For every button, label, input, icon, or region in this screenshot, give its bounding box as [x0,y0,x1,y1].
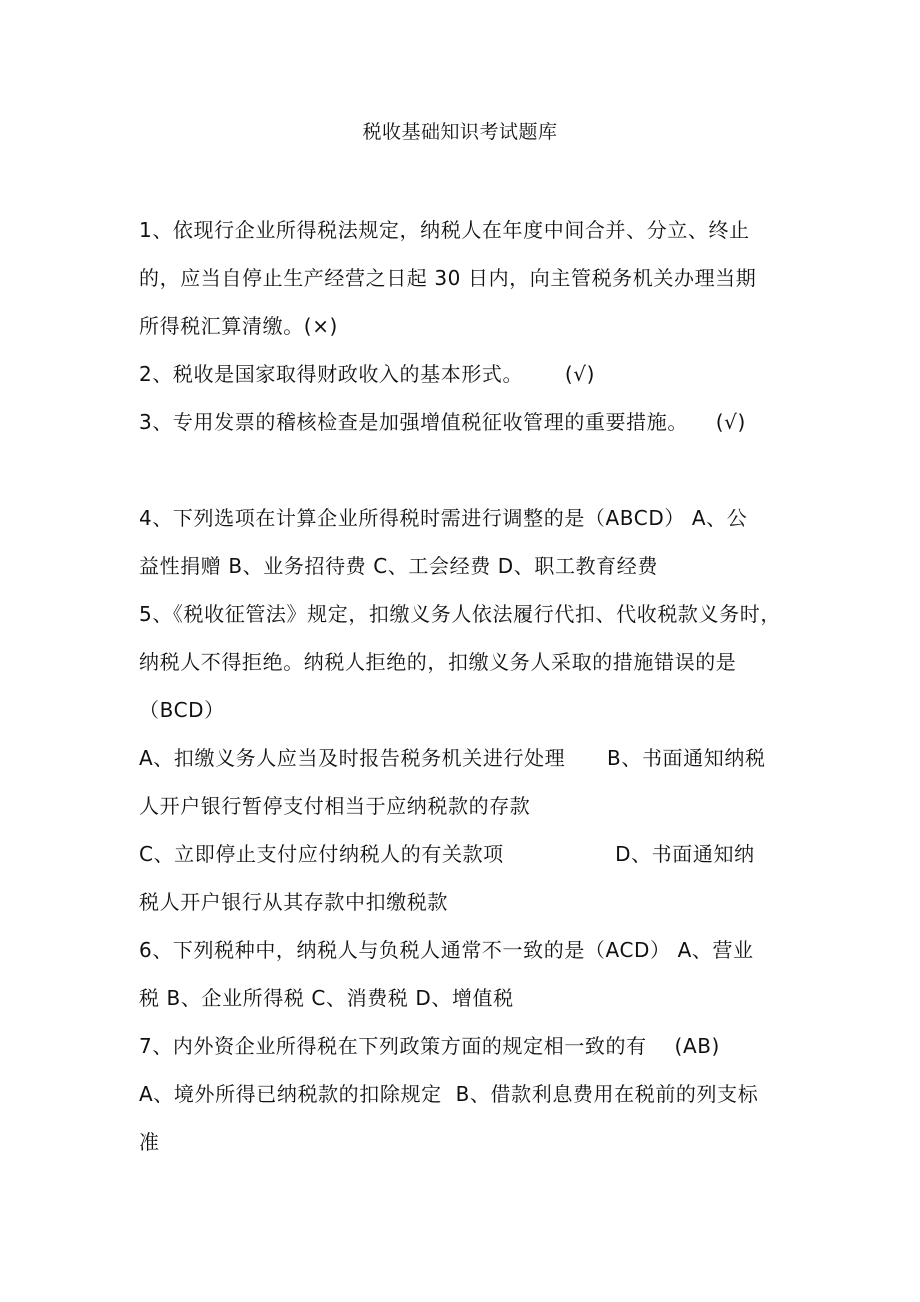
document-title: 税收基础知识考试题库 [362,121,558,143]
q7-line-1: 7、内外资企业所得税在下列政策方面的规定相一致的有 (AB) [139,1034,720,1058]
q6-line-1: 6、下列税种中，纳税人与负税人通常不一致的是（ACD） A、营业 [139,938,754,962]
q2-line: 2、税收是国家取得财政收入的基本形式。 (√) [139,362,596,386]
q4-line-1: 4、下列选项在计算企业所得税时需进行调整的是（ABCD） A、公 [139,506,748,530]
blank-line [139,446,789,494]
q3-line: 3、专用发票的稽核检查是加强增值税征收管理的重要措施。 (√) [139,410,746,434]
q5-option-ab-line-1: A、扣缴义务人应当及时报告税务机关进行处理 B、书面通知纳税 [139,746,766,770]
q5-option-ab-line-2: 人开户银行暂停支付相当于应纳税款的存款 [139,794,531,818]
question-list [139,206,789,1166]
q5-line-2: 纳税人不得拒绝。纳税人拒绝的，扣缴义务人采取的措施错误的是 [139,650,737,674]
q1-line-2: 的，应当自停止生产经营之日起 30 日内，向主管税务机关办理当期 [139,266,757,290]
q5-option-cd-line-1: C、立即停止支付应付纳税人的有关款项 D、书面通知纳 [139,842,755,866]
q1-line-1: 1、依现行企业所得税法规定，纳税人在年度中间合并、分立、终止 [139,218,750,242]
q4-line-2: 益性捐赠 B、业务招待费 C、工会经费 D、职工教育经费 [139,554,658,578]
q5-option-cd-line-2: 税人开户银行从其存款中扣缴税款 [139,890,448,914]
q1-line-3: 所得税汇算清缴。(×) [139,314,338,338]
q5-line-1: 5、《税收征管法》规定，扣缴义务人依法履行代扣、代收税款义务时， [139,602,781,626]
q5-answer: （BCD） [139,698,225,722]
q7-options-line-1: A、境外所得已纳税款的扣除规定 B、借款利息费用在税前的列支标 [139,1082,759,1106]
q6-line-2: 税 B、企业所得税 C、消费税 D、增值税 [139,986,514,1010]
q7-options-line-2: 准 [139,1130,160,1154]
